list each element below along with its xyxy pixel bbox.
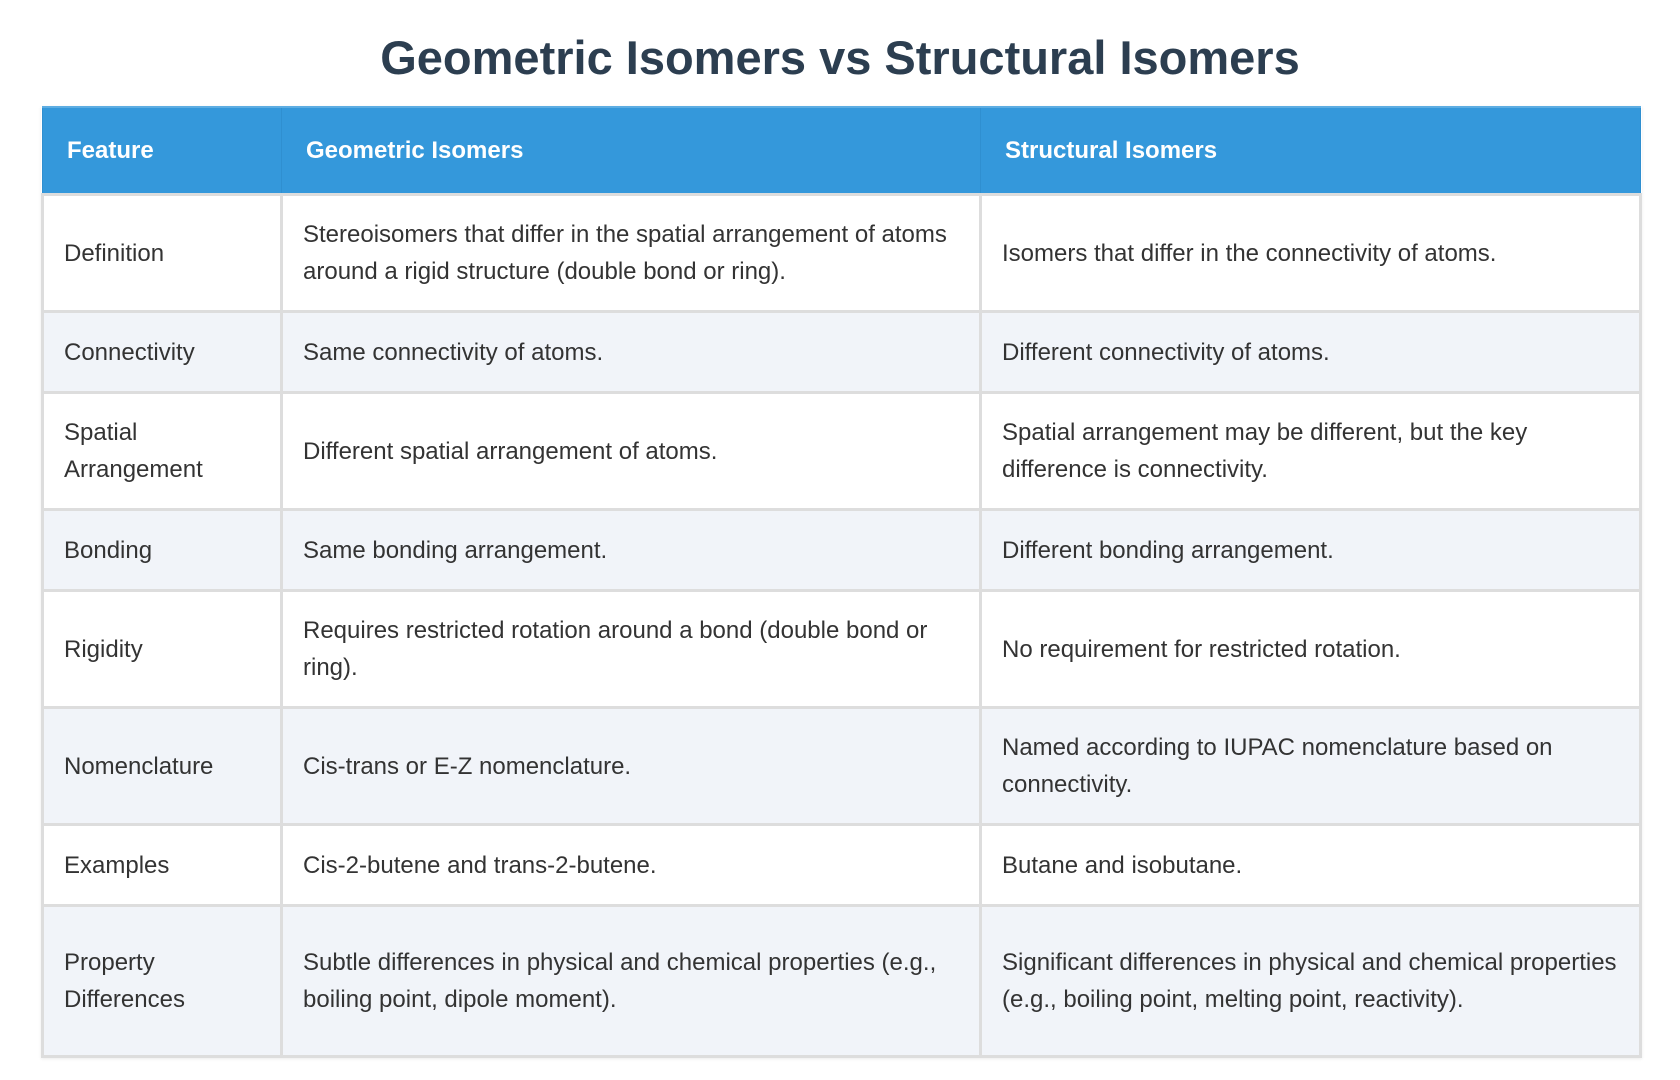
structural-cell: Different connectivity of atoms. <box>981 312 1641 393</box>
column-header-feature: Feature <box>43 107 282 195</box>
feature-cell: Bonding <box>43 510 282 591</box>
structural-cell: Named according to IUPAC nomenclature based on connectivity. <box>981 708 1641 825</box>
geometric-cell: Cis-2-butene and trans-2-butene. <box>282 825 981 906</box>
structural-cell: Spatial arrangement may be different, but the key difference is connectivity. <box>981 393 1641 510</box>
table-row-definition <box>43 195 1641 312</box>
table-row-bonding <box>43 510 1641 591</box>
structural-cell: No requirement for restricted rotation. <box>981 591 1641 708</box>
geometric-cell: Same connectivity of atoms. <box>282 312 981 393</box>
table-header <box>43 107 1641 195</box>
geometric-cell: Different spatial arrangement of atoms. <box>282 393 981 510</box>
table-body <box>43 195 1641 1057</box>
feature-cell: Rigidity <box>43 591 282 708</box>
geometric-cell: Subtle differences in physical and chemical properties (e.g., boiling point, dipole moment). <box>282 906 981 1057</box>
page-title: Geometric Isomers vs Structural Isomers <box>380 31 1300 84</box>
table-row-spatial-arrangement <box>43 393 1641 510</box>
comparison-table <box>41 106 1642 1058</box>
geometric-cell: Stereoisomers that differ in the spatial arrangement of atoms around a rigid structure (double bond or ring). <box>282 195 981 312</box>
geometric-cell: Requires restricted rotation around a bond (double bond or ring). <box>282 591 981 708</box>
feature-cell: Property Differences <box>43 906 282 1057</box>
feature-cell: Spatial Arrangement <box>43 393 282 510</box>
column-header-structural-isomers: Structural Isomers <box>981 107 1641 195</box>
table-row-nomenclature <box>43 708 1641 825</box>
column-header-geometric-isomers: Geometric Isomers <box>282 107 981 195</box>
geometric-cell: Same bonding arrangement. <box>282 510 981 591</box>
table-row-property-differences <box>43 906 1641 1057</box>
feature-cell: Connectivity <box>43 312 282 393</box>
table-row-examples <box>43 825 1641 906</box>
feature-cell: Examples <box>43 825 282 906</box>
structural-cell: Different bonding arrangement. <box>981 510 1641 591</box>
structural-cell: Isomers that differ in the connectivity of atoms. <box>981 195 1641 312</box>
table-row-rigidity <box>43 591 1641 708</box>
feature-cell: Definition <box>43 195 282 312</box>
table-row-connectivity <box>43 312 1641 393</box>
structural-cell: Butane and isobutane. <box>981 825 1641 906</box>
geometric-cell: Cis-trans or E-Z nomenclature. <box>282 708 981 825</box>
header-row <box>43 107 1641 195</box>
structural-cell: Significant differences in physical and chemical properties (e.g., boiling point, melting point, reactivity). <box>981 906 1641 1057</box>
feature-cell: Nomenclature <box>43 708 282 825</box>
